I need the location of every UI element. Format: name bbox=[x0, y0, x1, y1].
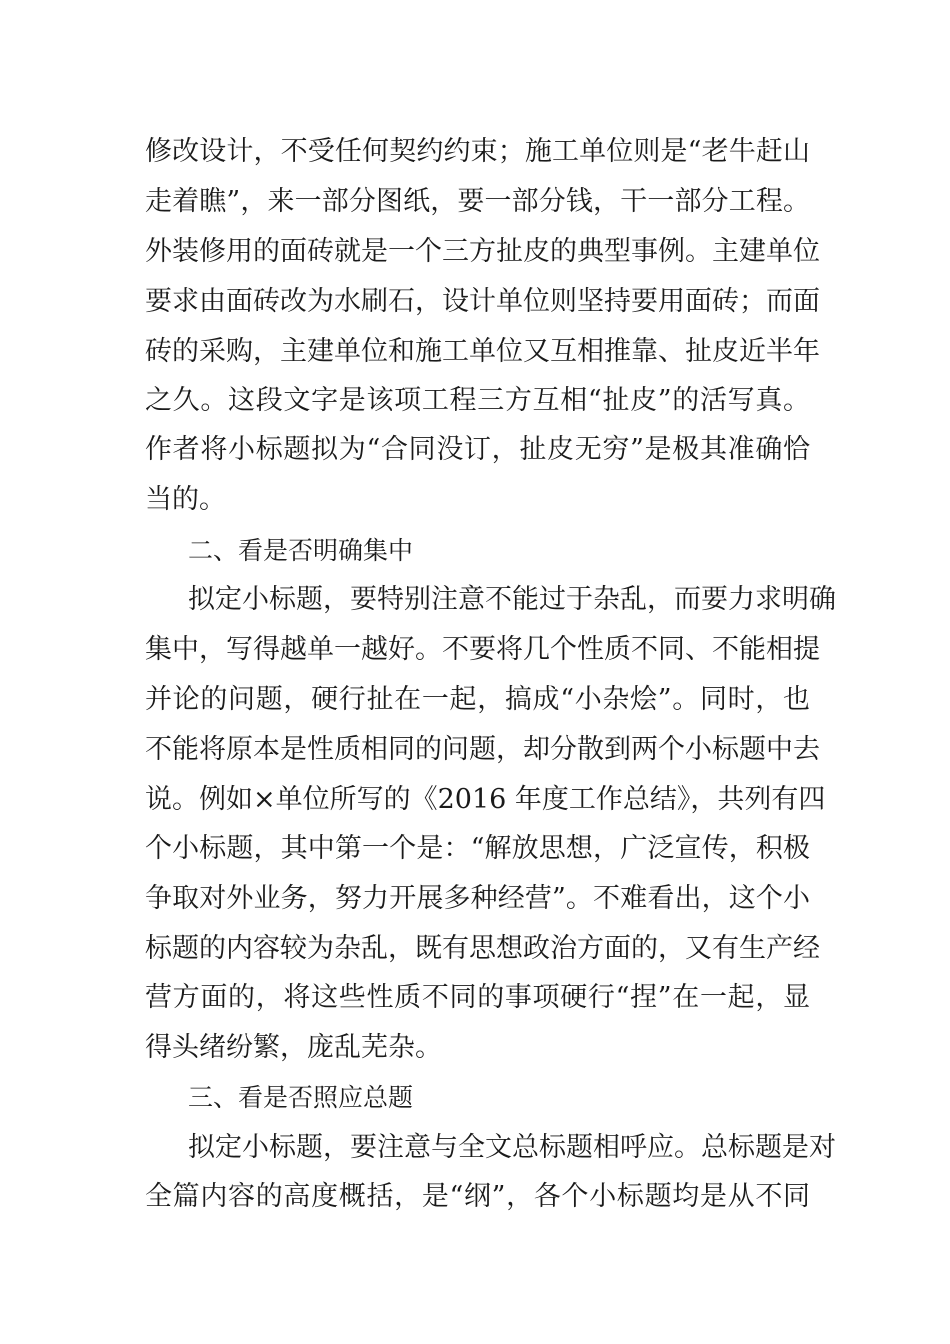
paragraph-line: 砖的采购，主建单位和施工单位又互相推靠、扯皮近半年 bbox=[145, 336, 820, 367]
paragraph-line: 外装修用的面砖就是一个三方扯皮的典型事例。主建单位 bbox=[145, 236, 820, 267]
paragraph-line: 当的。 bbox=[145, 484, 226, 515]
paragraph-line: 并论的问题，硬行扯在一起，搞成“小杂烩”。同时，也 bbox=[145, 684, 810, 715]
paragraph-line: 标题的内容较为杂乱，既有思想政治方面的，又有生产经 bbox=[145, 933, 820, 964]
paragraph-line: 要求由面砖改为水刷石，设计单位则坚持要用面砖；而面 bbox=[145, 286, 820, 317]
paragraph-line: 集中，写得越单一越好。不要将几个性质不同、不能相提 bbox=[145, 634, 820, 665]
paragraph-line: 全篇内容的高度概括，是“纲”，各个小标题均是从不同 bbox=[145, 1181, 810, 1212]
paragraph-line: 争取对外业务，努力开展多种经营”。不难看出，这个小 bbox=[145, 883, 810, 914]
paragraph-line: 说。例如×单位所写的《2016 年度工作总结》，共列有四 bbox=[145, 784, 826, 815]
paragraph-line: 拟定小标题，要注意与全文总标题相呼应。总标题是对 bbox=[188, 1132, 836, 1163]
paragraph-line: 得头绪纷繁，庞乱芜杂。 bbox=[145, 1032, 442, 1063]
paragraph-line: 之久。这段文字是该项工程三方互相“扯皮”的活写真。 bbox=[145, 385, 810, 416]
paragraph-line: 拟定小标题，要特别注意不能过于杂乱，而要力求明确 bbox=[188, 584, 836, 615]
section-heading: 二、看是否明确集中 bbox=[188, 536, 414, 565]
paragraph-line: 不能将原本是性质相同的问题，却分散到两个小标题中去 bbox=[145, 734, 820, 765]
paragraph-line: 作者将小标题拟为“合同没订，扯皮无穷”是极其准确恰 bbox=[145, 434, 810, 465]
paragraph-line: 修改设计，不受任何契约约束；施工单位则是“老牛赶山 bbox=[145, 136, 810, 167]
paragraph-line: 营方面的，将这些性质不同的事项硬行“捏”在一起，显 bbox=[145, 982, 810, 1013]
paragraph-line: 走着瞧”，来一部分图纸，要一部分钱，干一部分工程。 bbox=[145, 186, 810, 217]
paragraph-line: 个小标题，其中第一个是：“解放思想，广泛宣传，积极 bbox=[145, 833, 810, 864]
section-heading: 三、看是否照应总题 bbox=[188, 1083, 414, 1112]
